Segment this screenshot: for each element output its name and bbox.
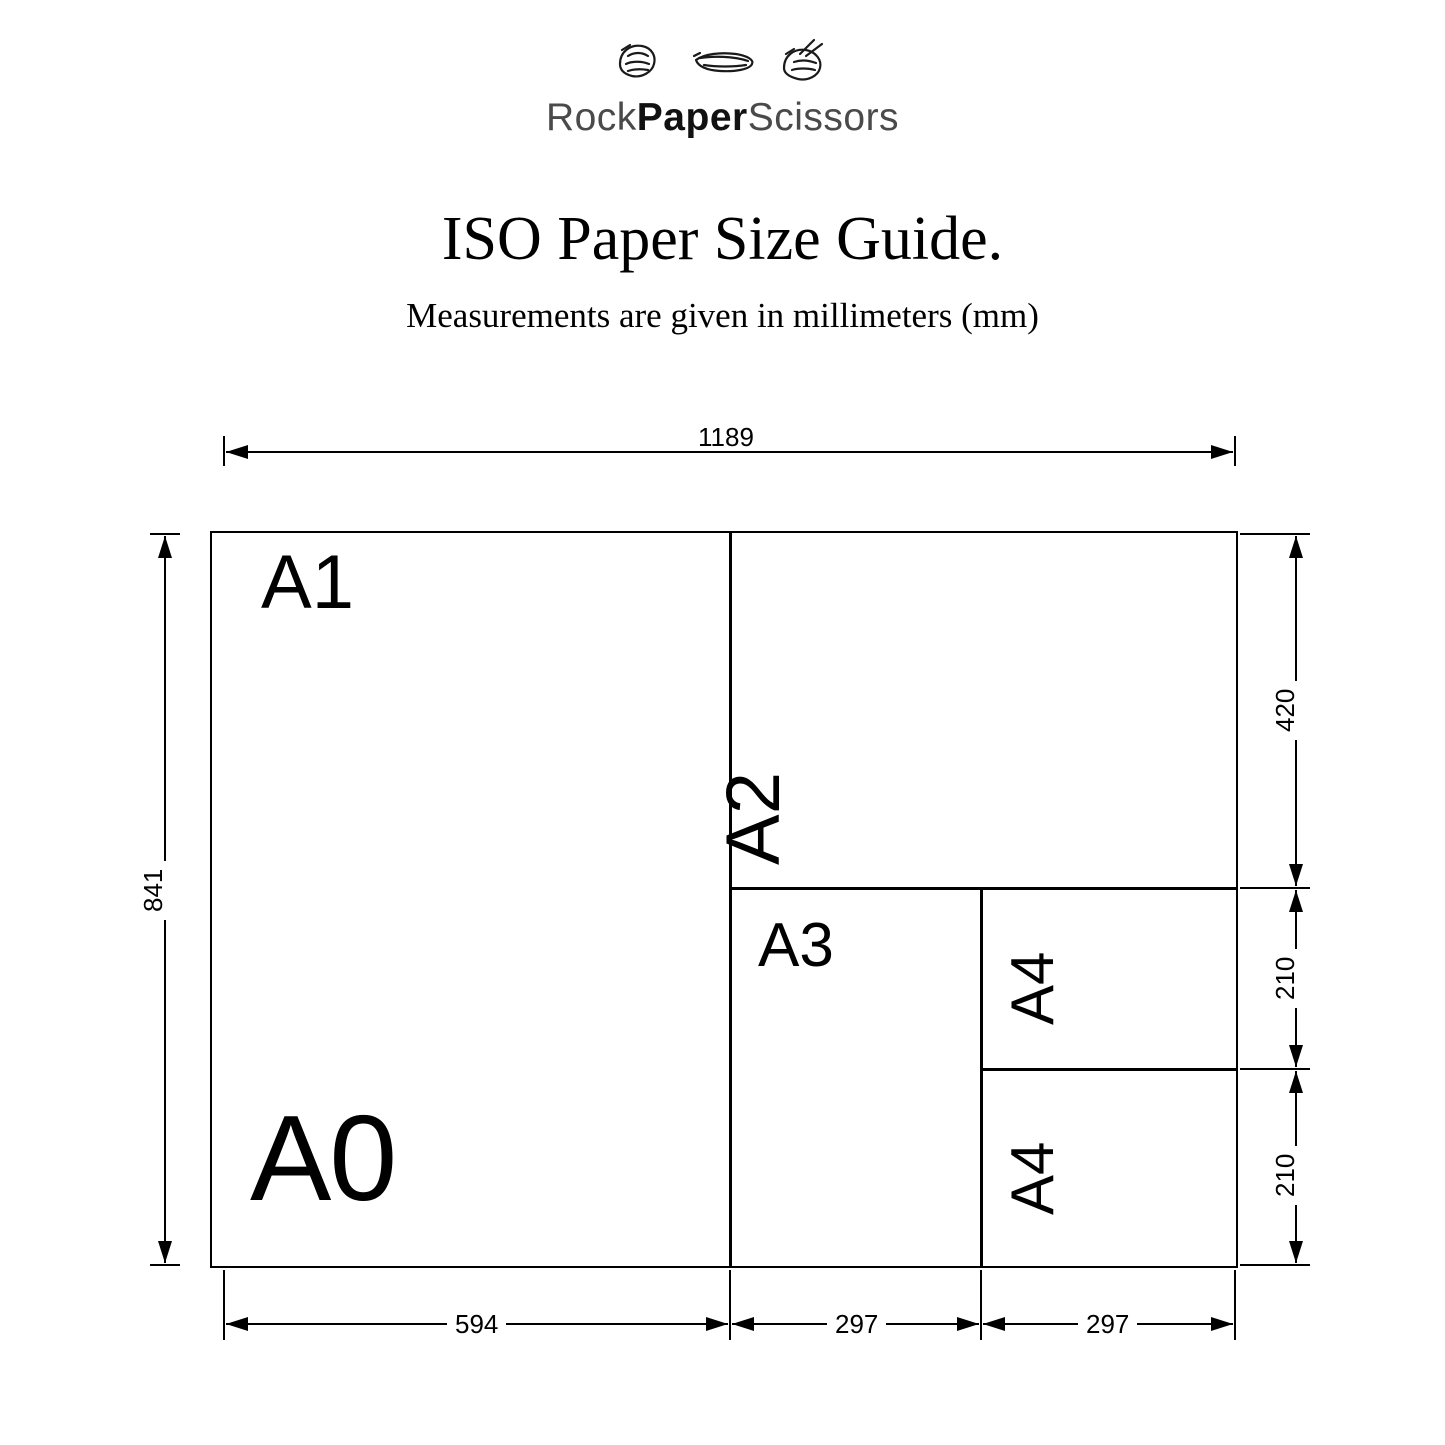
- sheet-a2: [730, 531, 1238, 889]
- brand-word-paper: Paper: [636, 96, 748, 139]
- brand-word-scissors: Scissors: [747, 96, 900, 139]
- dimension-right-420: 420: [1272, 681, 1298, 740]
- dimension-left-height: 841: [140, 861, 166, 920]
- dimension-bottom-297-b: 297: [1078, 1311, 1137, 1337]
- dimension-bottom-594: 594: [447, 1311, 506, 1337]
- sheet-label-a0: A0: [250, 1090, 396, 1226]
- page-title: ISO Paper Size Guide.: [441, 205, 1004, 273]
- sheet-label-a2: A2: [711, 772, 796, 865]
- dimension-right-210-lower: 210: [1272, 1146, 1298, 1205]
- dimension-top-width: 1189: [690, 424, 762, 450]
- page-subtitle: Measurements are given in millimeters (mm): [406, 296, 1039, 335]
- dimension-bottom-297-a: 297: [827, 1311, 886, 1337]
- dimension-right-210-upper: 210: [1272, 949, 1298, 1008]
- sheet-label-a3: A3: [758, 911, 834, 980]
- sheet-label-a4-bottom: A4: [999, 1141, 1066, 1215]
- sheet-label-a1: A1: [261, 540, 354, 625]
- sheet-label-a4-top: A4: [999, 951, 1066, 1025]
- brand-word-rock: Rock: [545, 96, 637, 139]
